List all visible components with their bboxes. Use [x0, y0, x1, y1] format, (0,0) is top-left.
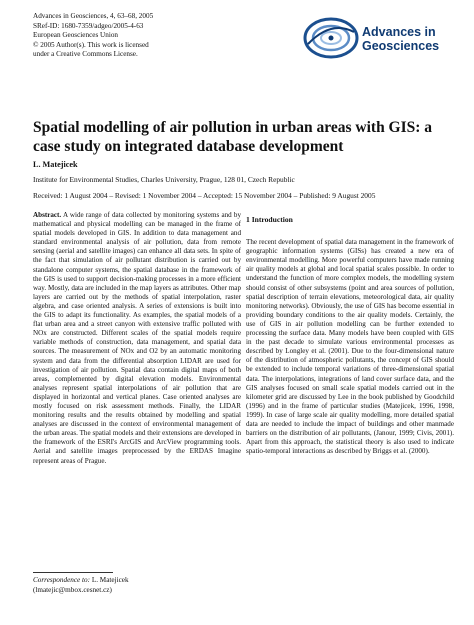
egu-swirl-logo-icon — [302, 14, 360, 62]
correspondence-footnote — [33, 575, 129, 595]
journal-license-line2: under a Creative Commons License. — [33, 50, 138, 59]
correspondence-name: L. Matejicek — [91, 576, 129, 584]
left-column — [33, 211, 241, 466]
abstract — [33, 211, 241, 466]
section-heading-introduction: 1 Introduction — [246, 215, 293, 224]
correspondence-label: Correspondence to: — [33, 576, 91, 584]
journal-logo — [302, 14, 448, 62]
introduction-text: The recent development of spatial data management in the framework of geographic information systems (GISs) has created a new era of environmental modelling. More powerful computers have made running air quality models at global and local spatial scales possible. In order to understand the function of more complex models, the modelling system should consist of other subsystems (point and area sources of pollution, spatial description of terrain elevations, meteorological data, air quality monitoring networks). Obviously, the use of GIS has become essential in providing boundary conditions to the air quality models. Certainly, the use of GIS in air pollution modelling can be further extended to processing the surface data. Many models have been coupled with GIS in the past decade to simulate various environmental processes as described by Longley et al. (2001). Due to the four-dimensional nature of the distribution of atmospheric pollutants, the concept of GIS should be extended to include temporal variations of three-dimensional spatial data. The interpolations, integrations of land cover surface data, and the GIS analyses focused on small scale spatial models carried out in the kilometer grid are discussed by Lee in the book published by Goodchild (1996) and in the frame of particular studies (Matejicek, 1996, 1998, 1999). In case of large scale air quality modelling, more detailed spatial data are needed to include the impact of buildings and other manmade barriers on the distribution of air pollutants, (Janour, 1999; Civis, 2001). Apart from this approach, the statistical theory is also used to indicate spatio-temporal interactions as described by Briggs et al. (2000). — [246, 238, 454, 456]
journal-citation: Advances in Geosciences, 4, 63–68, 2005 — [33, 12, 154, 20]
correspondence-email: (lmatejic@mbox.cesnet.cz) — [33, 586, 112, 594]
journal-sref-id: SRef-ID: 1680-7359/adgeo/2005-4-63 — [33, 21, 144, 30]
journal-license-line1: © 2005 Author(s). This work is licensed — [33, 40, 149, 49]
abstract-label: Abstract. — [33, 211, 62, 219]
right-column — [246, 211, 454, 456]
logo-line1: Advances in — [362, 25, 436, 39]
journal-info — [33, 12, 263, 60]
author-name: L. Matejicek — [33, 160, 78, 169]
publication-dates: Received: 1 August 2004 – Revised: 1 November 2004 – Accepted: 15 November 2004 – Published: 9 August 2005 — [33, 191, 376, 200]
author-affiliation: Institute for Environmental Studies, Charles University, Prague, 128 01, Czech Republic — [33, 175, 295, 184]
logo-line2: Geosciences — [362, 39, 440, 53]
logo-wordmark — [362, 25, 448, 53]
footnote-divider — [33, 572, 113, 573]
journal-publisher: European Geosciences Union — [33, 31, 119, 40]
abstract-text: A wide range of data collected by monitoring systems and by mathematical and physical modelling can be managed in the frame of spatial models developed in GIS. In addition to data management and standard environmental analysis of air pollution, data from remote sensing (aerial and satellite images) can enhance all data sets. In spite of the fact that simulation of air pollutant distribution is carried out by standalone computer systems, the spatial database in the framework of the GIS is used to support decision-making processes in a more efficient way. Mostly, data are included in the map layers as attributes. Other map layers are carried out by the methods of spatial interpolation, raster algebra, and case oriented analysis. A series of extensions is built into the GIS to adapt its functionality. As examples, the spatial models of a flat urban area and a street canyon with extensive traffic polluted with NOx are constructed. Different scales of the spatial models require variable methods of construction, data management, and spatial data sources. The measurement of NOx and O2 by an automatic monitoring system and data from the differential absorption LIDAR are used for investigation of air pollution. Spatial data contain digital maps of both areas, complemented by digital elevation models. Environmental analyses represent spatial interpolations of air pollution that are displayed in horizontal and vertical planes. Case oriented analyses are mostly focused on risk assessment methods. Finally, the LIDAR monitoring results and the results obtained by modelling and spatial analyses are discussed in the context of environmental management of the urban areas. The spatial models and their extensions are developed in the framework of the ESRI's ArcGIS and ArcView programming tools. Aerial and satellite images preprocessed by the ERDAS Imagine represent areas of Prague. — [33, 211, 241, 465]
paper-title: Spatial modelling of air pollution in urban areas with GIS: a case study on integrated database development — [33, 119, 433, 155]
